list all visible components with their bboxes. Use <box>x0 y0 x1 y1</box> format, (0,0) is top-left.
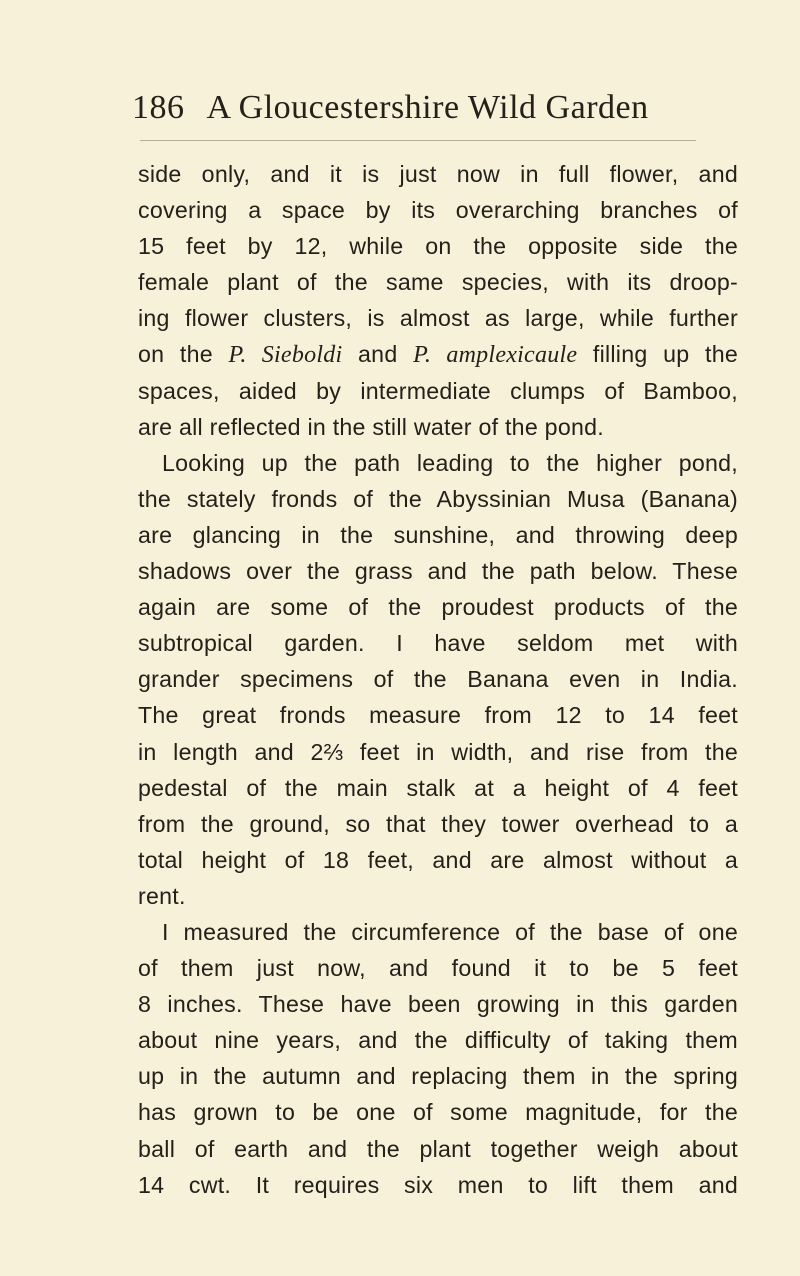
running-head <box>132 86 692 130</box>
text-line: of them just now, and found it to be 5 feet <box>138 955 738 982</box>
text-line: the stately fronds of the Abyssinian Musa (Banana) <box>138 485 738 512</box>
text-line: ball of earth and the plant together weigh about <box>138 1135 738 1162</box>
text-line: ing flower clusters, is almost as large, while further <box>138 305 738 332</box>
text-line: about nine years, and the difficulty of taking them <box>138 1027 738 1054</box>
text-line: has grown to be one of some magnitude, for the <box>138 1099 738 1126</box>
text-run: and <box>342 341 414 368</box>
text-line: in length and 2⅔ feet in width, and rise from the <box>138 738 738 765</box>
species-name-italic: P. amplexicaule <box>413 342 578 369</box>
body-text <box>138 156 738 1203</box>
text-line: from the ground, so that they tower overhead to a <box>138 810 738 837</box>
page-number: 186 <box>132 89 185 126</box>
text-line: grander specimens of the Banana even in India. <box>138 666 738 693</box>
text-line: total height of 18 feet, and are almost without a <box>138 846 738 873</box>
text-line: 15 feet by 12, while on the opposite side the <box>138 233 738 260</box>
text-line: 14 cwt. It requires six men to lift them and <box>138 1171 738 1198</box>
paragraph-start-line: I measured the circumference of the base of one <box>162 918 738 945</box>
paragraph-start-line: Looking up the path leading to the higher pond, <box>162 449 738 476</box>
text-line: side only, and it is just now in full flower, and <box>138 161 738 187</box>
species-name-italic: P. Sieboldi <box>228 342 343 369</box>
header-rule <box>140 140 696 141</box>
text-line: again are some of the proudest products of the <box>138 594 738 621</box>
text-line: are all reflected in the still water of the pond. <box>138 413 604 440</box>
text-line: pedestal of the main stalk at a height of 4 feet <box>138 774 738 801</box>
text-run: on the <box>138 341 229 368</box>
text-run: filling up the <box>577 341 738 368</box>
text-line: The great fronds measure from 12 to 14 feet <box>138 702 738 729</box>
running-title: A Gloucestershire Wild Garden <box>206 89 649 126</box>
text-line: spaces, aided by intermediate clumps of Bamboo, <box>138 377 738 404</box>
text-line <box>138 336 738 372</box>
text-line: are glancing in the sunshine, and throwing deep <box>138 521 738 548</box>
text-line: rent. <box>138 882 186 909</box>
text-line: 8 inches. These have been growing in this garden <box>138 991 738 1018</box>
text-line: subtropical garden. I have seldom met with <box>138 630 738 657</box>
text-line: female plant of the same species, with its droop- <box>138 269 738 296</box>
text-line: up in the autumn and replacing them in the spring <box>138 1063 738 1090</box>
text-line: covering a space by its overarching branches of <box>138 197 738 224</box>
text-line: shadows over the grass and the path below. These <box>138 558 738 585</box>
